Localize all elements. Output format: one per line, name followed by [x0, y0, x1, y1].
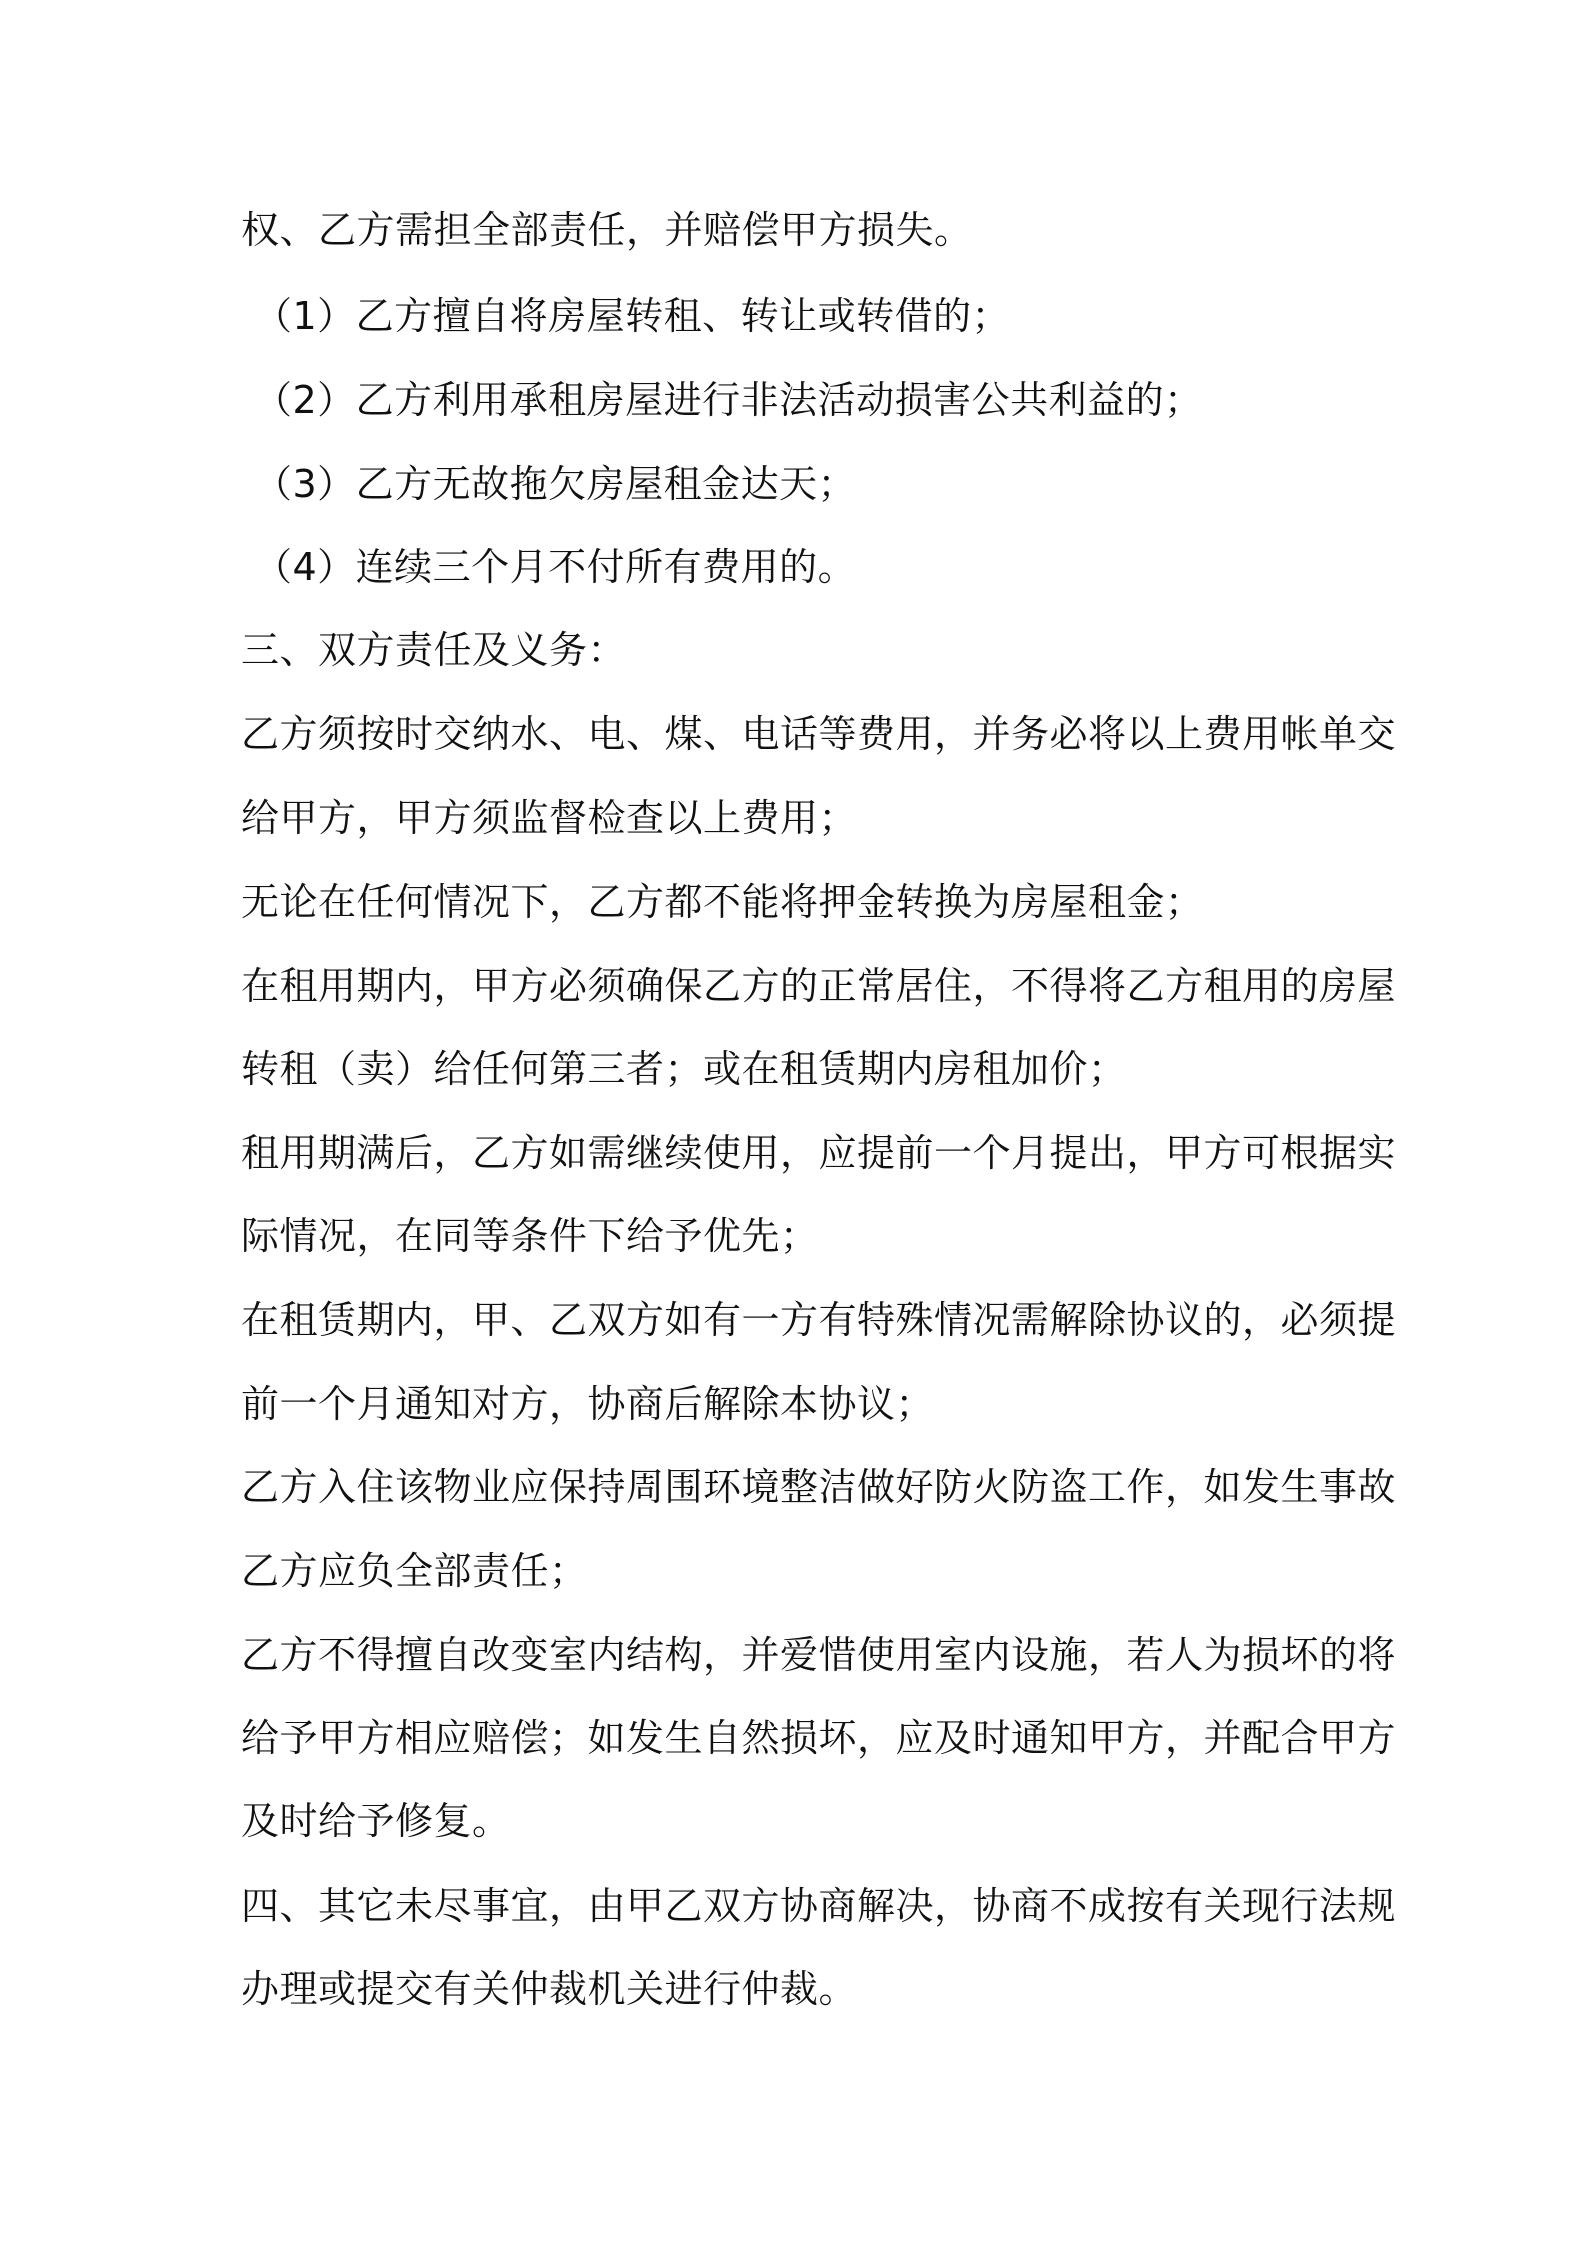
text-line: 乙方入住该物业应保持周围环境整洁做好防火防盗工作，如发生事故: [241, 1465, 1397, 1509]
list-item: （3）乙方无故拖欠房屋租金达天；: [254, 462, 857, 506]
text-line: 乙方不得擅自改变室内结构，并爱惜使用室内设施，若人为损坏的将: [241, 1633, 1397, 1677]
list-item: （2）乙方利用承租房屋进行非法活动损害公共利益的；: [254, 378, 1203, 422]
text-line: 及时给予修复。: [241, 1799, 511, 1843]
text-line: 际情况，在同等条件下给予优先；: [241, 1214, 819, 1258]
text-line: 乙方应负全部责任；: [241, 1549, 588, 1593]
section-heading: 四、其它未尽事宜，由甲乙双方协商解决，协商不成按有关现行法规: [241, 1884, 1397, 1928]
text-line: 权、乙方需担全部责任，并赔偿甲方损失。: [241, 208, 973, 252]
section-heading: 三、双方责任及义务：: [241, 628, 627, 672]
text-line: 给予甲方相应赔偿；如发生自然损坏，应及时通知甲方，并配合甲方: [241, 1716, 1397, 1760]
text-line: 办理或提交有关仲裁机关进行仲裁。: [241, 1967, 858, 2011]
text-line: 在租赁期内，甲、乙双方如有一方有特殊情况需解除协议的，必须提: [241, 1298, 1397, 1342]
text-line: 给甲方，甲方须监督检查以上费用；: [241, 796, 858, 840]
text-line: 租用期满后，乙方如需继续使用，应提前一个月提出，甲方可根据实: [241, 1131, 1397, 1175]
list-item: （4）连续三个月不付所有费用的。: [254, 545, 857, 589]
list-item: （1）乙方擅自将房屋转租、转让或转借的；: [254, 294, 1011, 338]
text-line: 转租（卖）给任何第三者；或在租赁期内房租加价；: [241, 1047, 1127, 1091]
text-line: 无论在任何情况下，乙方都不能将押金转换为房屋租金；: [241, 880, 1204, 924]
text-line: 乙方须按时交纳水、电、煤、电话等费用，并务必将以上费用帐单交: [241, 712, 1397, 756]
text-line: 前一个月通知对方，协商后解除本协议；: [241, 1382, 935, 1426]
text-line: 在租用期内，甲方必须确保乙方的正常居住，不得将乙方租用的房屋: [241, 964, 1397, 1008]
